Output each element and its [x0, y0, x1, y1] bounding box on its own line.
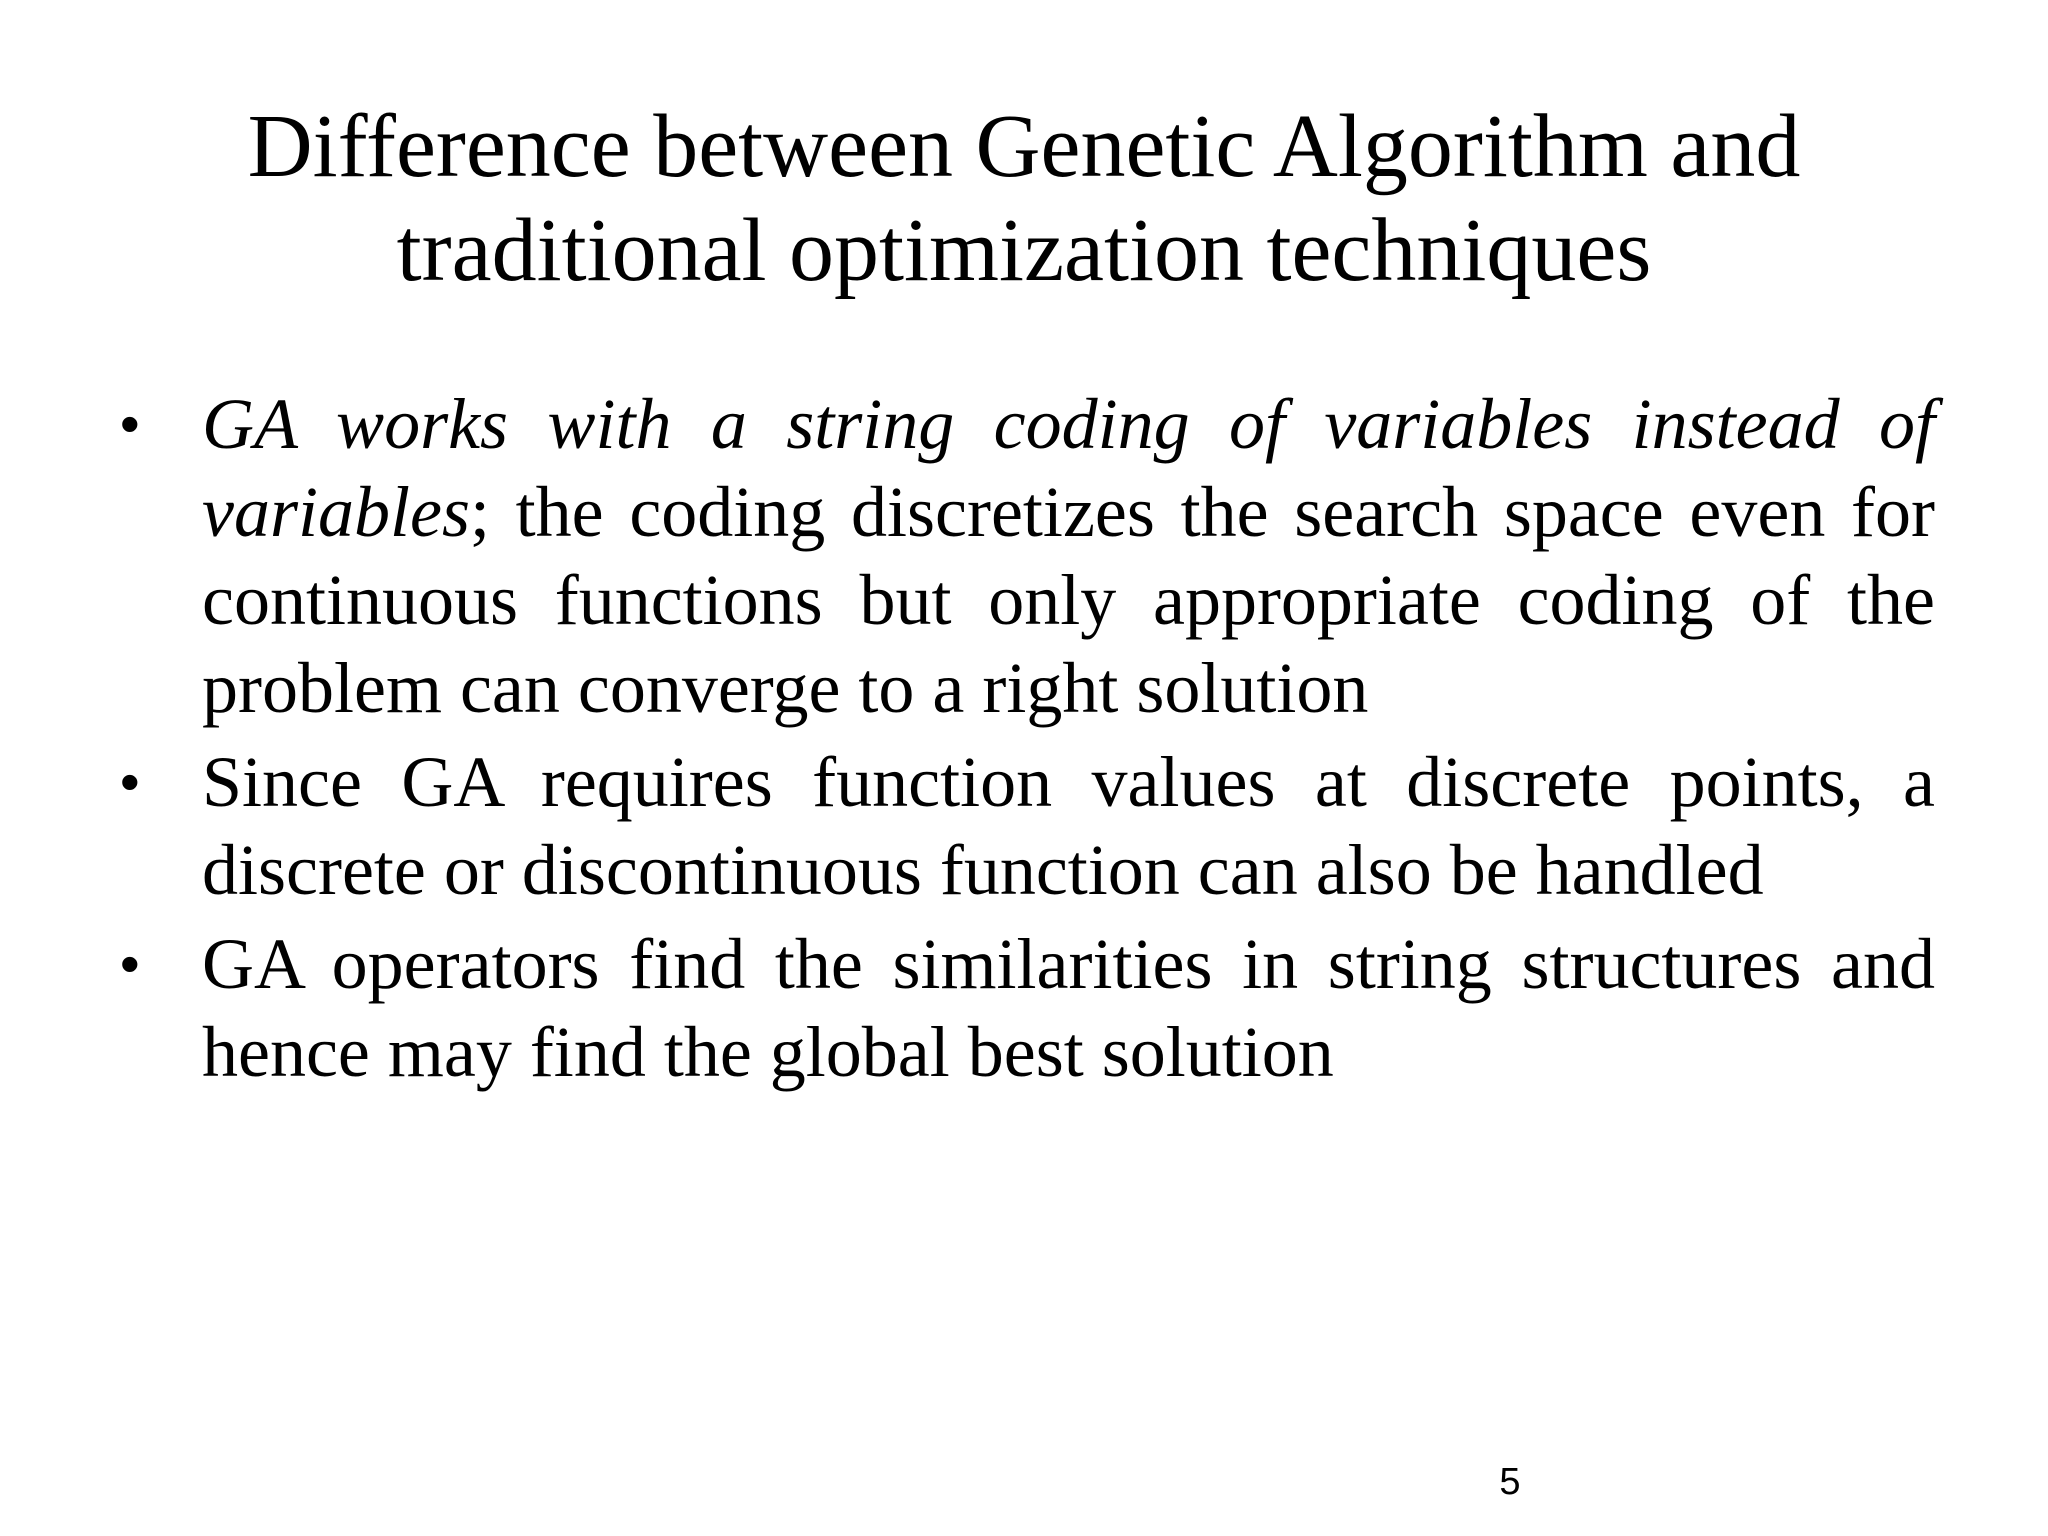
- bullet-1-italic-text: GA works with a string coding of variables instead of variables: [202, 384, 1935, 552]
- bullet-item-1: [120, 380, 1935, 732]
- bullet-item-2: [120, 738, 1935, 914]
- bullet-list: [120, 380, 1935, 1102]
- bullet-1-text: ; the coding discretizes the search space even for continuous functions but only appropriate coding of the problem can converge to a right solution: [202, 472, 1935, 728]
- bullet-icon: •: [120, 932, 140, 995]
- slide-title: [0, 95, 2048, 303]
- bullet-2-text: Since GA requires function values at discrete points, a discrete or discontinuous function can also be handled: [202, 742, 1935, 910]
- page-number: 5: [1499, 1461, 1521, 1503]
- bullet-icon: •: [120, 392, 140, 455]
- title-line-1: Difference between Genetic Algorithm and: [247, 97, 1801, 196]
- title-line-2: traditional optimization techniques: [396, 201, 1652, 300]
- bullet-icon: •: [120, 750, 140, 813]
- bullet-item-3: [120, 920, 1935, 1096]
- bullet-3-text: GA operators find the similarities in string structures and hence may find the global best solution: [202, 924, 1935, 1092]
